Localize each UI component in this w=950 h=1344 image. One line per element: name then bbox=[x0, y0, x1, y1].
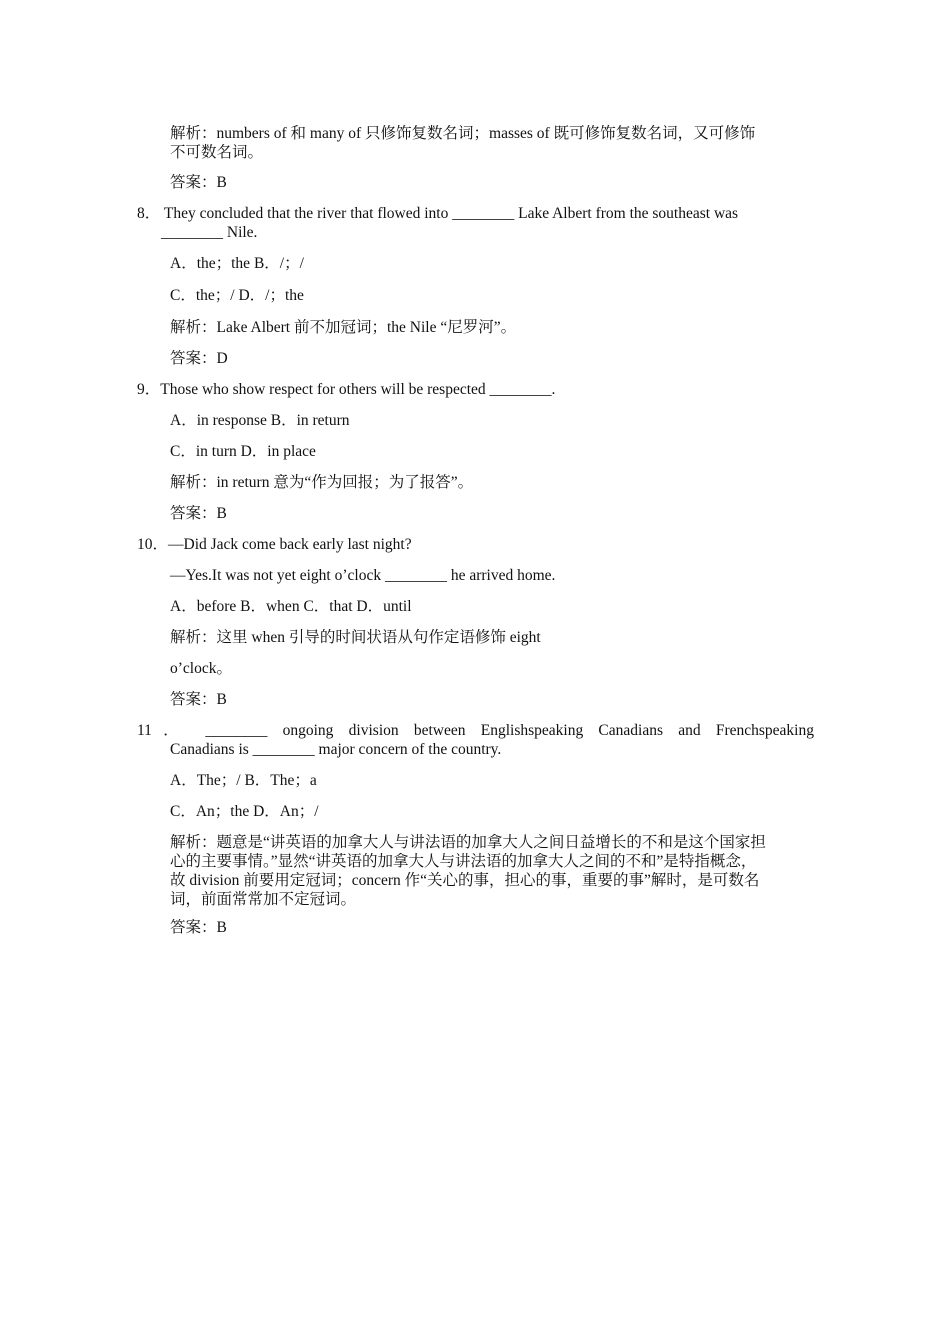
q8-analysis: 解析：Lake Albert 前不加冠词；the Nile “尼罗河”。 bbox=[170, 319, 517, 336]
q7-answer: 答案：B bbox=[170, 174, 227, 191]
q11-analysis-line-3: 故 division 前要用定冠词；concern 作“关心的事，担心的事，重要的事”解时，是可数名 bbox=[170, 872, 760, 889]
q8-options-ab: A．the；the B．/；/ bbox=[170, 255, 304, 272]
q9-options-ab: A．in response B．in return bbox=[170, 412, 350, 429]
q7-analysis-line-2: 不可数名词。 bbox=[170, 144, 264, 161]
q8-stem-line-2: ________ Nile. bbox=[161, 224, 258, 241]
q11-options-cd: C．An；the D．An；/ bbox=[170, 803, 319, 820]
q11-stem-line-1: 11． ________ ongoing division between Englishspeaking Canadians and Frenchspeaking bbox=[137, 722, 814, 739]
q10-answer: 答案：B bbox=[170, 691, 227, 708]
q9-answer: 答案：B bbox=[170, 505, 227, 522]
q8-answer: 答案：D bbox=[170, 350, 228, 367]
q8-stem-line-1: 8． They concluded that the river that flowed into ________ Lake Albert from the southeast was bbox=[137, 205, 739, 222]
q9-analysis: 解析：in return 意为“作为回报；为了报答”。 bbox=[170, 474, 474, 491]
q9-options-cd: C．in turn D．in place bbox=[170, 443, 316, 460]
q10-dialogue-line-2: —Yes.It was not yet eight o’clock ________ he arrived home. bbox=[170, 567, 556, 584]
q8-options-cd: C．the；/ D．/；the bbox=[170, 287, 304, 304]
q10-analysis-line-2: o’clock。 bbox=[170, 660, 232, 677]
q11-options-ab: A．The；/ B．The；a bbox=[170, 772, 317, 789]
q11-analysis-line-2: 心的主要事情。”显然“讲英语的加拿大人与讲法语的加拿大人之间的不和”是特指概念， bbox=[170, 853, 757, 870]
q10-options: A．before B．when C．that D．until bbox=[170, 598, 412, 615]
q11-analysis-line-1: 解析：题意是“讲英语的加拿大人与讲法语的加拿大人之间日益增长的不和是这个国家担 bbox=[170, 834, 766, 851]
q10-analysis-line-1: 解析：这里 when 引导的时间状语从句作定语修饰 eight bbox=[170, 629, 541, 646]
q11-answer: 答案：B bbox=[170, 919, 227, 936]
q7-analysis-line-1: 解析：numbers of 和 many of 只修饰复数名词；masses of 既可修饰复数名词，又可修饰 bbox=[170, 125, 756, 142]
q11-analysis-line-4: 词，前面常常加不定冠词。 bbox=[170, 891, 357, 908]
q9-stem: 9．Those who show respect for others will be respected ________. bbox=[137, 381, 556, 398]
q11-stem-line-2: Canadians is ________ major concern of the country. bbox=[170, 741, 502, 758]
q10-stem: 10．—Did Jack come back early last night? bbox=[137, 536, 412, 553]
